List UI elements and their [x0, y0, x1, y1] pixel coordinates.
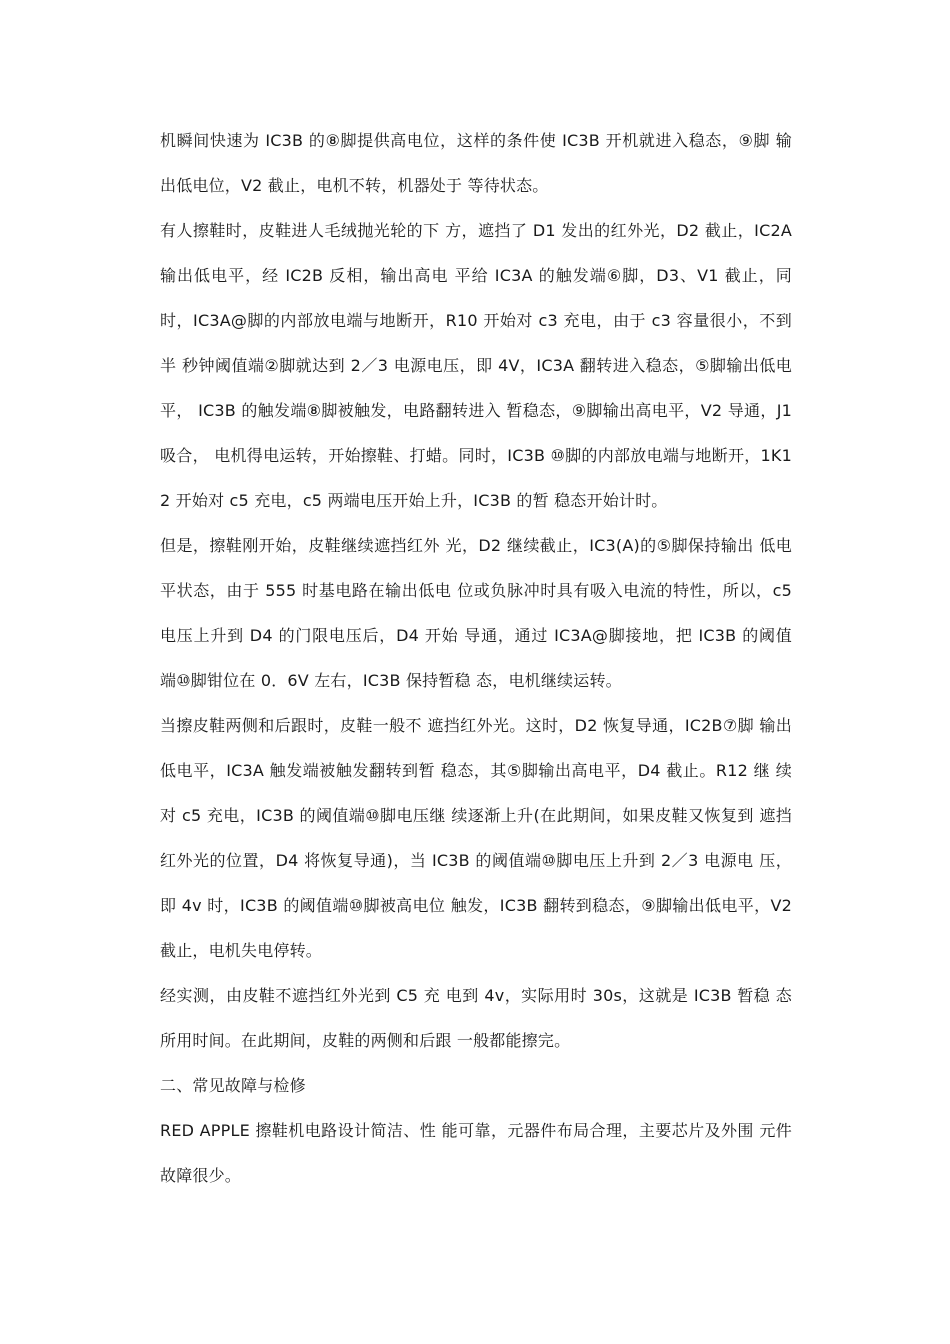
paragraph-sides-and-heel: 当擦皮鞋两侧和后跟时，皮鞋一般不 遮挡红外光。这时，D2 恢复导通，IC2B⑦脚 输出低电平，IC3A 触发端被触发翻转到暂 稳态，其⑤脚输出高电平，D4 截止。R12 继 续对 c5 充电，IC3B 的阈值端⑩脚电压继 续逐渐上升(在此期间，如果皮鞋又恢复到 遮挡红外光的位置，D4 将恢复导通)，当 IC3B 的阈值端⑩脚电压上升到 2／3 电源电 压，即 4v 时，IC3B 的阈值端⑩脚被高电位 触发，IC3B 翻转到稳态，⑨脚输出低电平，V2 截止，电机失电停转。 [160, 716, 792, 960]
paragraph-infrared-blocked: 但是，擦鞋刚开始，皮鞋继续遮挡红外 光，D2 继续截止，IC3(A)的⑤脚保持输出 低电平状态，由于 555 时基电路在输出低电 位或负脉冲时具有吸入电流的特性，所以，c5 电压上升到 D4 的门限电压后，D4 开始 导通，通过 IC3A@脚接地，把 IC3B 的阈值 端⑩脚钳位在 0．6V 左右，IC3B 保持暂稳 态，电机继续运转。 [160, 536, 792, 690]
paragraph-measured-time: 经实测，由皮鞋不遮挡红外光到 C5 充 电到 4v，实际用时 30s，这就是 IC3B 暂稳 态所用时间。在此期间，皮鞋的两侧和后跟 一般都能擦完。 [160, 986, 792, 1050]
paragraph-standby-state: 机瞬间快速为 IC3B 的⑧脚提供高电位，这样的条件使 IC3B 开机就进入稳态，⑨脚 输出低电位，V2 截止，电机不转，机器处于 等待状态。 [160, 131, 792, 195]
paragraph-shoe-detected: 有人擦鞋时，皮鞋进人毛绒抛光轮的下 方，遮挡了 D1 发出的红外光，D2 截止，IC2A 输出低电平，经 IC2B 反相，输出高电 平给 IC3A 的触发端⑥脚，D3、V1 截止，同 时，IC3A@脚的内部放电端与地断开，R10 开始对 c3 充电，由于 c3 容量很小，不到半 秒钟阈值端②脚就达到 2／3 电源电压，即 4V，IC3A 翻转进入稳态，⑤脚输出低电平， IC3B 的触发端⑧脚被触发，电路翻转进入 暂稳态，⑨脚输出高电平，V2 导通，J1 吸合， 电机得电运转，开始擦鞋、打蜡。同时，IC3B ⑩脚的内部放电端与地断开，1K12 开始对 c5 充电，c5 两端电压开始上升，IC3B 的暂 稳态开始计时。 [160, 221, 792, 510]
paragraph-reliability: RED APPLE 擦鞋机电路设计简洁、性 能可靠，元器件布局合理，主要芯片及外围 元件故障很少。 [160, 1121, 792, 1185]
section-heading-faults: 二、常见故障与检修 [160, 1076, 306, 1095]
document-body [160, 118, 792, 1198]
